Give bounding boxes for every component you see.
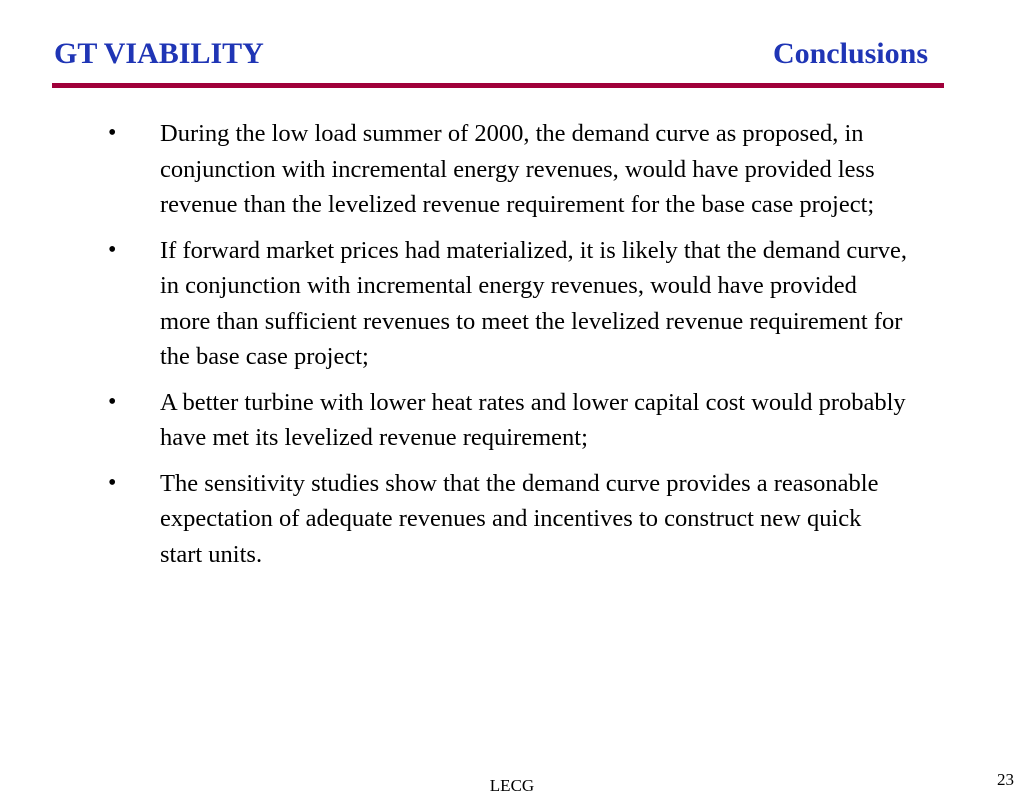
bullet-text: A better turbine with lower heat rates and lower capital cost would probably have met its levelized revenue requirement;	[160, 388, 906, 451]
bullet-text: The sensitivity studies show that the demand curve provides a reasonable expectation of adequate revenues and incentives to construct new quick start units.	[160, 469, 879, 568]
bullet-list	[108, 116, 908, 582]
bullet-marker: •	[108, 120, 117, 146]
bullet-marker: •	[108, 388, 117, 415]
bullet-item	[108, 116, 908, 223]
slide-title: Conclusions	[772, 37, 928, 70]
section-title: GT VIABILITY	[54, 37, 264, 70]
header-divider	[52, 83, 944, 88]
page-number: 23	[997, 770, 1014, 789]
bullet-item	[108, 385, 908, 456]
bullet-marker: •	[108, 469, 117, 496]
bullet-text: During the low load summer of 2000, the demand curve as proposed, in conjunction with incremental energy revenues, would have provided less revenue than the levelized revenue requirement for the base case project;	[160, 120, 875, 218]
footer-label: LECG	[489, 776, 535, 795]
bullet-item	[108, 233, 908, 375]
bullet-item	[108, 466, 908, 573]
bullet-marker: •	[108, 236, 117, 263]
bullet-text: If forward market prices had materialized, it is likely that the demand curve, in conjunction with incremental energy revenues, would have provided more than sufficient revenues to meet the levelized revenue requirement for the base case project;	[160, 236, 907, 370]
